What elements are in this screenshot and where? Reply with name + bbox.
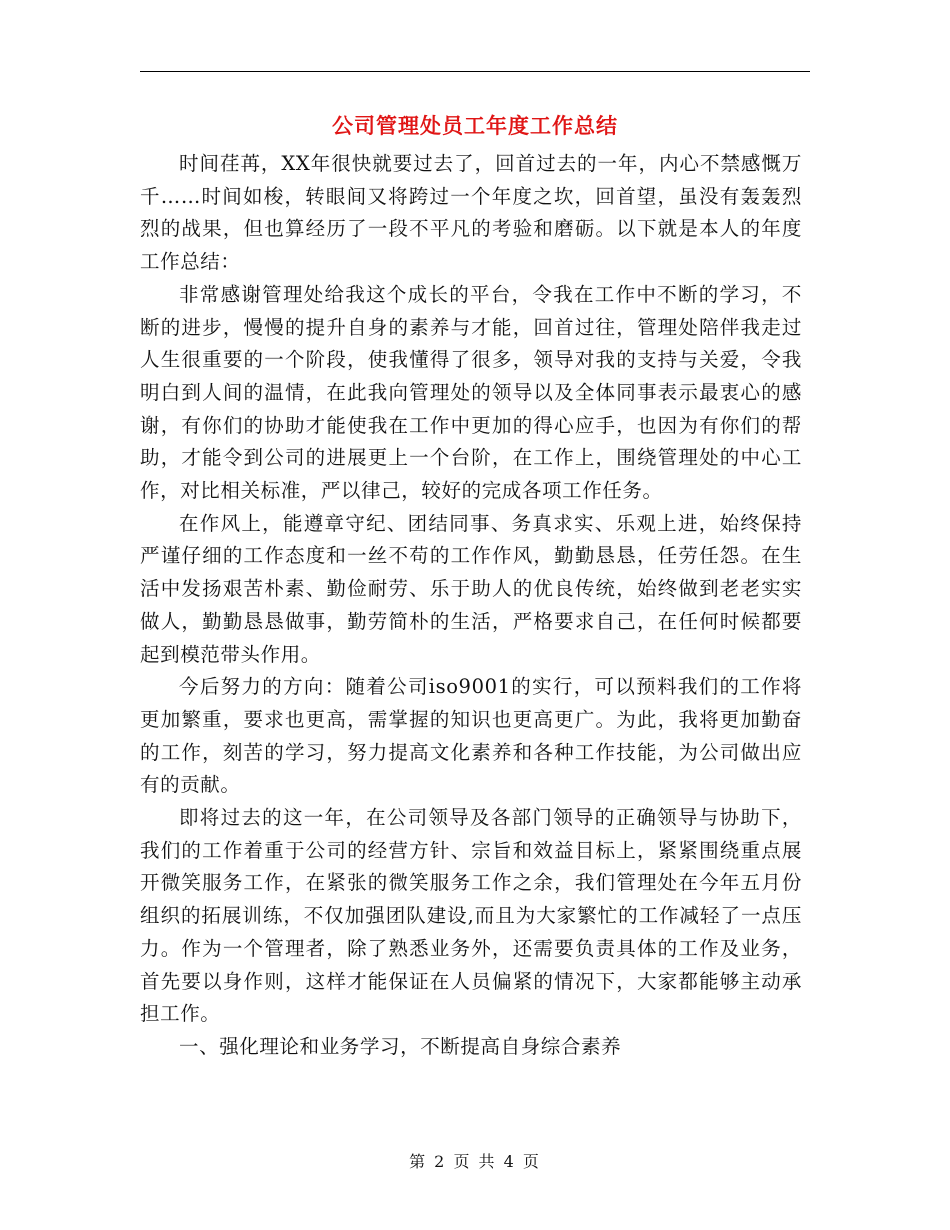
body-paragraph: 在作风上，能遵章守纪、团结同事、务真求实、乐观上进，始终保持严谨仔细的工作态度和一丝不苟的工作作风，勤勤恳恳，任劳任怨。在生活中发扬艰苦朴素、勤俭耐劳、乐于助人的优良传统，始终做到老老实实做人，勤勤恳恳做事，勤劳简朴的生活，严格要求自己，在任何时候都要起到模范带头作用。 bbox=[140, 511, 802, 666]
document-body bbox=[140, 148, 802, 1064]
section-heading: 一、强化理论和业务学习，不断提高自身综合素养 bbox=[179, 1034, 622, 1058]
body-paragraph: 时间荏苒，XX年很快就要过去了，回首过去的一年，内心不禁感慨万千……时间如梭，转眼间又将跨过一个年度之坎，回首望，虽没有轰轰烈烈的战果，但也算经历了一段不平凡的考验和磨砺。以下就是本人的年度工作总结： bbox=[140, 152, 802, 274]
body-paragraph: 今后努力的方向：随着公司iso9001的实行，可以预料我们的工作将更加繁重，要求也更高，需掌握的知识也更高更广。为此，我将更加勤奋的工作，刻苦的学习，努力提高文化素养和各种工作技能，为公司做出应有的贡献。 bbox=[140, 675, 802, 797]
body-paragraph: 即将过去的这一年，在公司领导及各部门领导的正确领导与协助下，我们的工作着重于公司的经营方针、宗旨和效益目标上，紧紧围绕重点展开微笑服务工作，在紧张的微笑服务工作之余，我们管理处在今年五月份组织的拓展训练，不仅加强团队建设,而且为大家繁忙的工作减轻了一点压力。作为一个管理者，除了熟悉业务外，还需要负责具体的工作及业务，首先要以身作则，这样才能保证在人员偏紧的情况下，大家都能够主动承担工作。 bbox=[140, 806, 802, 1026]
page-number-footer: 第 2 页 共 4 页 bbox=[409, 1152, 541, 1171]
body-paragraph: 非常感谢管理处给我这个成长的平台，令我在工作中不断的学习，不断的进步，慢慢的提升自身的素养与才能，回首过往，管理处陪伴我走过人生很重要的一个阶段，使我懂得了很多，领导对我的支持与关爱，令我明白到人间的温情，在此我向管理处的领导以及全体同事表示最衷心的感谢，有你们的协助才能使我在工作中更加的得心应手，也因为有你们的帮助，才能令到公司的进展更上一个台阶，在工作上，围绕管理处的中心工作，对比相关标准，严以律己，较好的完成各项工作任务。 bbox=[140, 282, 802, 503]
document-title: 公司管理处员工年度工作总结 bbox=[332, 114, 618, 138]
header-divider bbox=[140, 71, 810, 72]
